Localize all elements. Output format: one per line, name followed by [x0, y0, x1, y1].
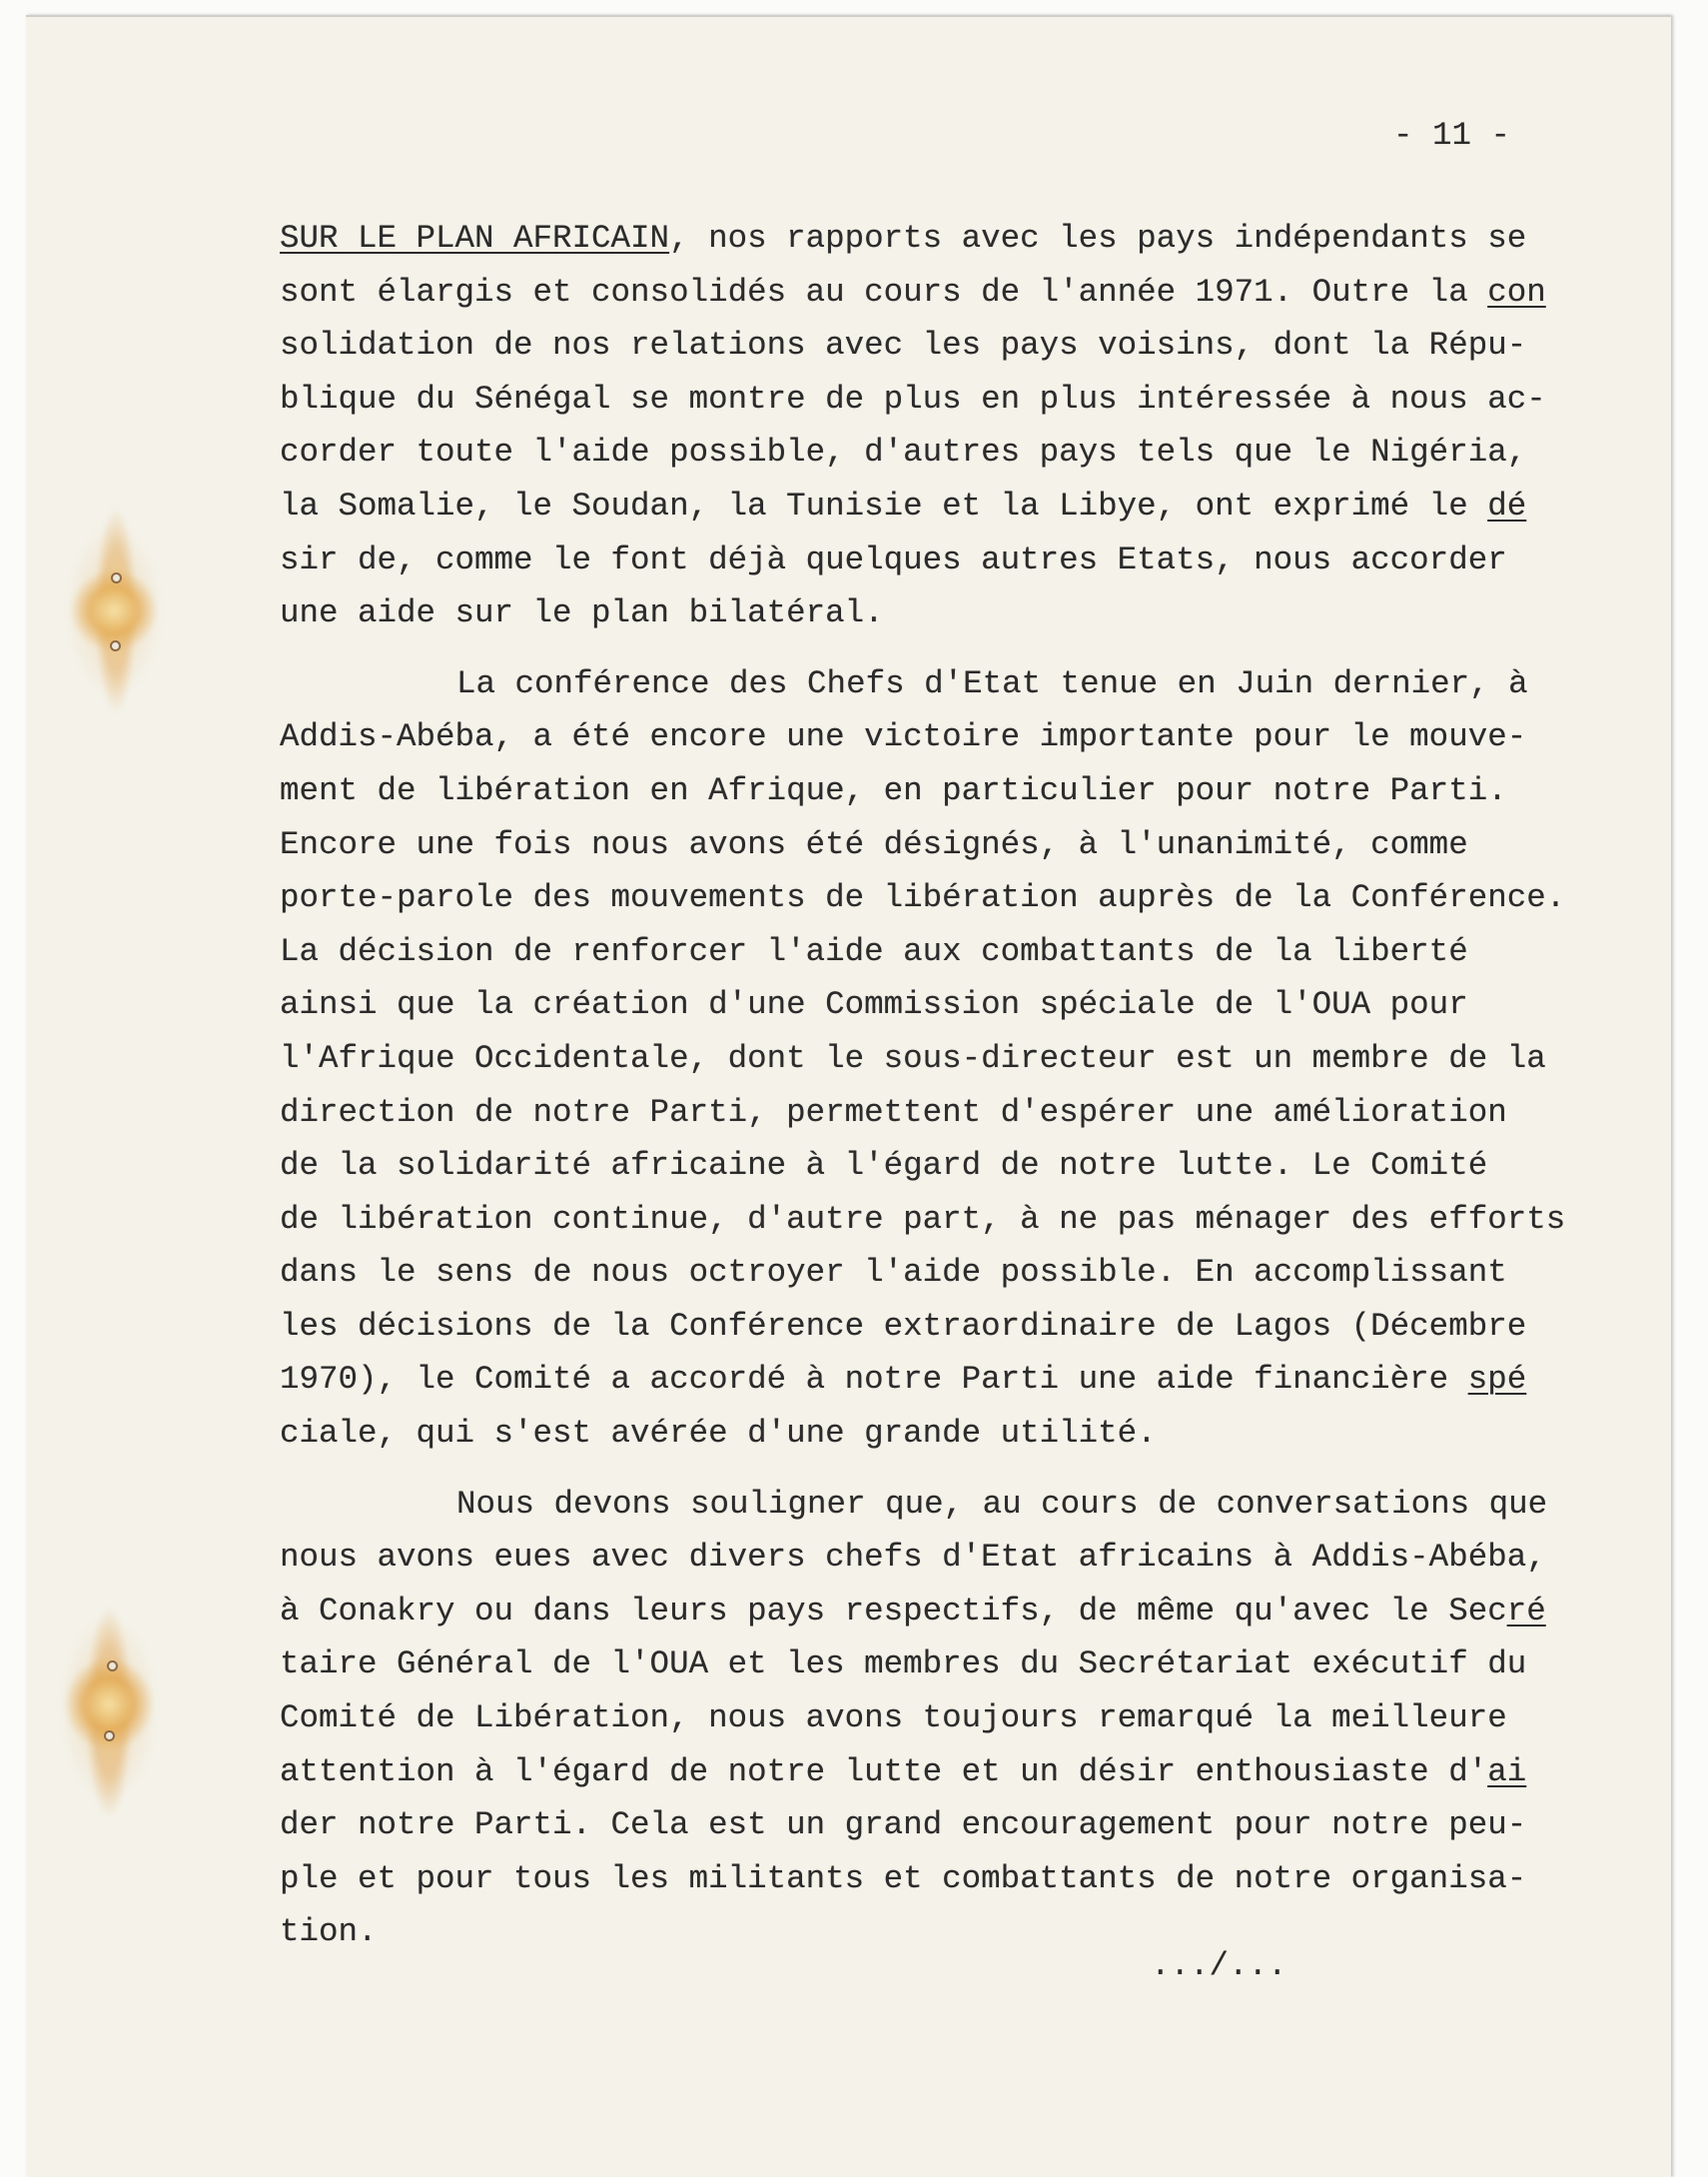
line-text: ciale, qui s'est avérée d'une grande utilité.	[280, 1415, 1157, 1453]
rust-stain	[66, 508, 162, 713]
line-text: corder toute l'aide possible, d'autres pays tels que le Nigéria,	[280, 434, 1527, 472]
line-text: tion.	[280, 1913, 378, 1951]
continuation-mark: .../...	[1151, 1947, 1287, 1984]
line-text: la Somalie, le Soudan, la Tunisie et la Libye, ont exprimé le	[280, 487, 1488, 525]
line-text: , nos rapports avec les pays indépendants se	[669, 220, 1527, 257]
line-text: une aide sur le plan bilatéral.	[280, 594, 884, 632]
underlined-text: con	[1487, 273, 1546, 311]
text-line	[280, 871, 1565, 925]
text-line	[280, 534, 1565, 587]
punch-hole	[110, 640, 121, 651]
text-line	[280, 426, 1565, 480]
line-text: à Conakry ou dans leurs pays respectifs, de même qu'avec le Sec	[280, 1592, 1507, 1630]
text-line	[280, 212, 1565, 266]
line-text: dans le sens de nous octroyer l'aide possible. En accomplissant	[280, 1254, 1507, 1292]
line-text: Nous devons souligner que, au cours de conversations que	[456, 1485, 1548, 1523]
line-text: Addis-Abéba, a été encore une victoire importante pour le mouve-	[280, 718, 1527, 756]
line-text: solidation de nos relations avec les pays voisins, dont la Répu-	[280, 327, 1527, 365]
text-line	[280, 818, 1565, 872]
line-text: ainsi que la création d'une Commission spéciale de l'OUA pour	[280, 986, 1468, 1024]
text-line	[280, 586, 1565, 640]
text-line	[280, 1407, 1565, 1461]
text-line	[280, 1139, 1565, 1193]
underlined-text: ré	[1506, 1592, 1546, 1630]
line-text: direction de notre Parti, permettent d'espérer une amélioration	[280, 1093, 1507, 1131]
page-number: - 11 -	[1393, 117, 1511, 154]
underlined-text: spé	[1467, 1361, 1527, 1399]
text-line	[280, 657, 1565, 711]
line-text: l'Afrique Occidentale, dont le sous-directeur est un membre de la	[280, 1039, 1546, 1077]
line-text: de la solidarité africaine à l'égard de notre lutte. Le Comité	[280, 1147, 1488, 1185]
line-text: sont élargis et consolidés au cours de l'année 1971. Outre la	[280, 273, 1488, 311]
line-text: der notre Parti. Cela est un grand encouragement pour notre peu-	[280, 1806, 1527, 1844]
text-line	[280, 1353, 1565, 1407]
text-line	[280, 1032, 1565, 1086]
text-line	[280, 1086, 1565, 1140]
text-line	[280, 925, 1565, 979]
line-text: ment de libération en Afrique, en particulier pour notre Parti.	[280, 771, 1507, 809]
line-text: les décisions de la Conférence extraordinaire de Lagos (Décembre	[280, 1307, 1527, 1345]
text-line	[280, 1798, 1565, 1852]
text-line	[280, 1852, 1565, 1906]
text-line	[280, 1531, 1565, 1585]
text-line	[280, 480, 1565, 534]
underlined-text: ai	[1487, 1752, 1527, 1790]
text-line	[280, 1246, 1565, 1300]
text-line	[280, 319, 1565, 373]
text-line	[280, 1478, 1565, 1532]
underlined-text: dé	[1487, 487, 1527, 525]
body-text	[280, 212, 1565, 1959]
paragraph	[280, 212, 1565, 640]
text-line	[280, 1745, 1565, 1799]
line-text: de libération continue, d'autre part, à ne pas ménager des efforts	[280, 1200, 1566, 1238]
text-line	[280, 266, 1565, 320]
line-text: nous avons eues avec divers chefs d'Etat africains à Addis-Abéba,	[280, 1539, 1546, 1577]
punch-hole	[107, 1660, 118, 1671]
line-text: taire Général de l'OUA et les membres du Secrétariat exécutif du	[280, 1645, 1527, 1683]
line-text: Encore une fois nous avons été désignés, à l'unanimité, comme	[280, 825, 1468, 863]
line-text: blique du Sénégal se montre de plus en plus intéressée à nous ac-	[280, 380, 1546, 418]
line-text: La décision de renforcer l'aide aux combattants de la liberté	[280, 932, 1468, 970]
text-line	[280, 1585, 1565, 1638]
text-line	[280, 764, 1565, 818]
punch-hole	[111, 572, 122, 583]
line-text: Comité de Libération, nous avons toujours remarqué la meilleure	[280, 1699, 1507, 1737]
paragraph	[280, 657, 1565, 1461]
line-text: 1970), le Comité a accordé à notre Parti une aide financière	[280, 1361, 1468, 1399]
line-text: attention à l'égard de notre lutte et un désir enthousiaste d'	[280, 1752, 1488, 1790]
text-line	[280, 373, 1565, 427]
text-line	[280, 1905, 1565, 1959]
line-text: porte-parole des mouvements de libération auprès de la Conférence.	[280, 879, 1566, 917]
rust-stain	[60, 1603, 158, 1814]
paragraph	[280, 1478, 1565, 1959]
text-line	[280, 978, 1565, 1032]
punch-hole	[104, 1730, 115, 1741]
line-text: ple et pour tous les militants et combattants de notre organisa-	[280, 1859, 1527, 1897]
text-line	[280, 1193, 1565, 1247]
text-line	[280, 1637, 1565, 1691]
text-line	[280, 1300, 1565, 1354]
text-line	[280, 1691, 1565, 1745]
text-line	[280, 710, 1565, 764]
underlined-text: SUR LE PLAN AFRICAIN	[280, 220, 670, 257]
line-text: sir de, comme le font déjà quelques autres Etats, nous accorder	[280, 541, 1507, 578]
line-text: La conférence des Chefs d'Etat tenue en Juin dernier, à	[456, 664, 1528, 702]
